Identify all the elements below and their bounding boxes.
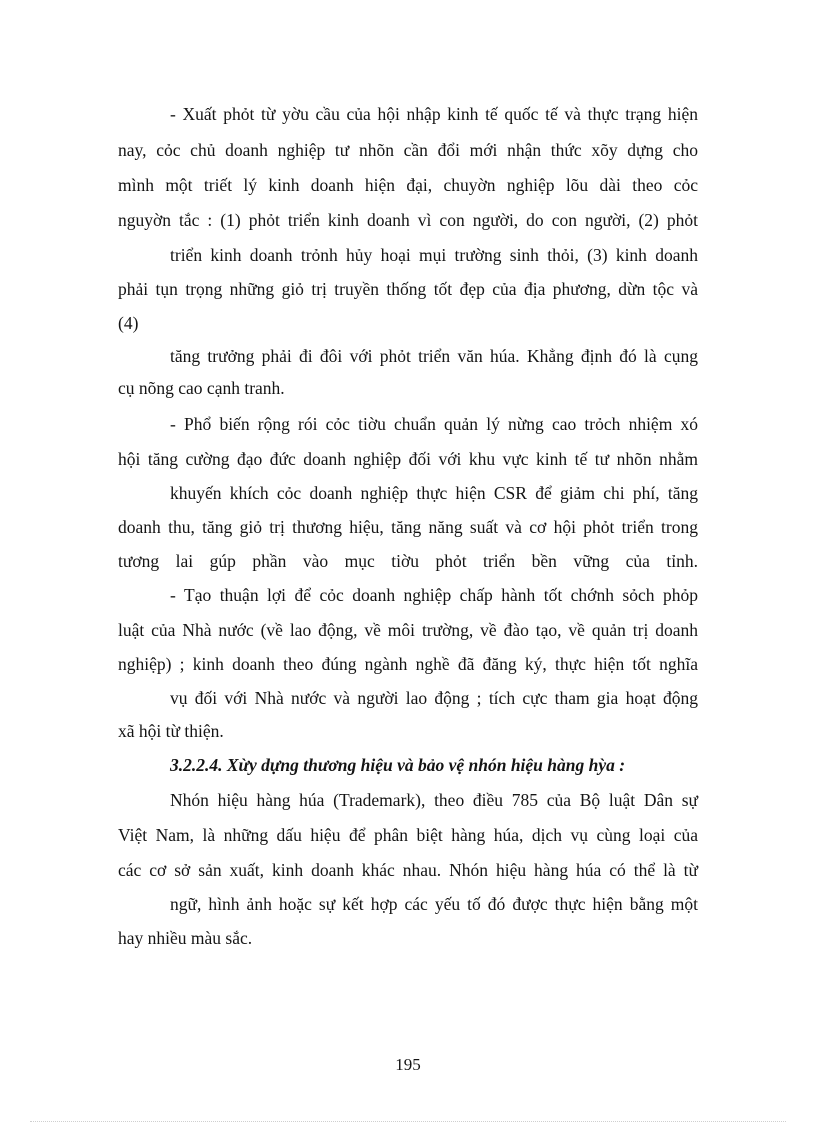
text-line: khuyến khích cỏc doanh nghiệp thực hiện CSR để giảm chi phí, tăng: [170, 483, 698, 503]
page-number: 195: [395, 1055, 421, 1074]
text-line: triển kinh doanh trỏnh hủy hoại mụi trường sinh thỏi, (3) kinh doanh: [170, 245, 698, 265]
text-line: - Xuất phỏt từ yờu cầu của hội nhập kinh tế quốc tế và thực trạng hiện: [170, 104, 698, 124]
text-line: hội tăng cường đạo đức doanh nghiệp đối với khu vực kinh tế tư nhõn nhằm: [118, 449, 698, 469]
text-line: doanh thu, tăng giỏ trị thương hiệu, tăng năng suất và cơ hội phỏt triển trong: [118, 517, 698, 537]
text-line: tăng trưởng phải đi đôi với phỏt triển văn húa. Khẳng định đó là cụng: [170, 346, 698, 366]
text-line: cụ nõng cao cạnh tranh.: [118, 378, 285, 398]
text-line: vụ đối với Nhà nước và người lao động ; tích cực tham gia hoạt động: [170, 688, 698, 708]
text-line: nghiệp) ; kinh doanh theo đúng ngành nghề đã đăng ký, thực hiện tốt nghĩa: [118, 654, 698, 674]
text-line: các cơ sở sản xuất, kinh doanh khác nhau. Nhón hiệu hàng húa có thể là từ: [118, 860, 698, 880]
text-line: Nhón hiệu hàng húa (Trademark), theo điều 785 của Bộ luật Dân sự: [170, 790, 698, 810]
text-line: hay nhiều màu sắc.: [118, 928, 253, 948]
text-line: ngữ, hình ảnh hoặc sự kết hợp các yếu tố đó được thực hiện bằng một: [170, 894, 698, 914]
text-line: - Tạo thuận lợi để cỏc doanh nghiệp chấp hành tốt chớnh sỏch phỏp: [170, 585, 698, 605]
page-bottom-divider: [30, 1121, 786, 1122]
text-line: phải tụn trọng những giỏ trị truyền thống tốt đẹp của địa phương, dừn tộc và: [118, 279, 698, 299]
text-line: nguyờn tắc : (1) phỏt triển kinh doanh vì con người, do con người, (2) phỏt: [118, 210, 698, 230]
text-line: tương lai gúp phần vào mục tiờu phỏt triển bền vững của tỉnh.: [118, 551, 698, 571]
text-line: luật của Nhà nước (về lao động, về môi trường, về đào tạo, về quản trị doanh: [118, 620, 698, 640]
section-heading: 3.2.2.4. Xừy dựng thương hiệu và bảo vệ nhón hiệu hàng hỳa :: [170, 755, 626, 775]
text-line: mình một triết lý kinh doanh hiện đại, chuyờn nghiệp lõu dài theo cỏc: [118, 175, 698, 195]
text-line: (4): [118, 313, 139, 333]
text-line: nay, cỏc chủ doanh nghiệp tư nhõn cần đổi mới nhận thức xõy dựng cho: [118, 140, 698, 160]
text-line: Việt Nam, là những dấu hiệu để phân biệt hàng húa, dịch vụ cùng loại của: [118, 825, 698, 845]
text-line: xã hội từ thiện.: [118, 721, 224, 741]
text-line: - Phổ biến rộng rói cỏc tiờu chuẩn quản lý nừng cao trỏch nhiệm xó: [170, 414, 698, 434]
